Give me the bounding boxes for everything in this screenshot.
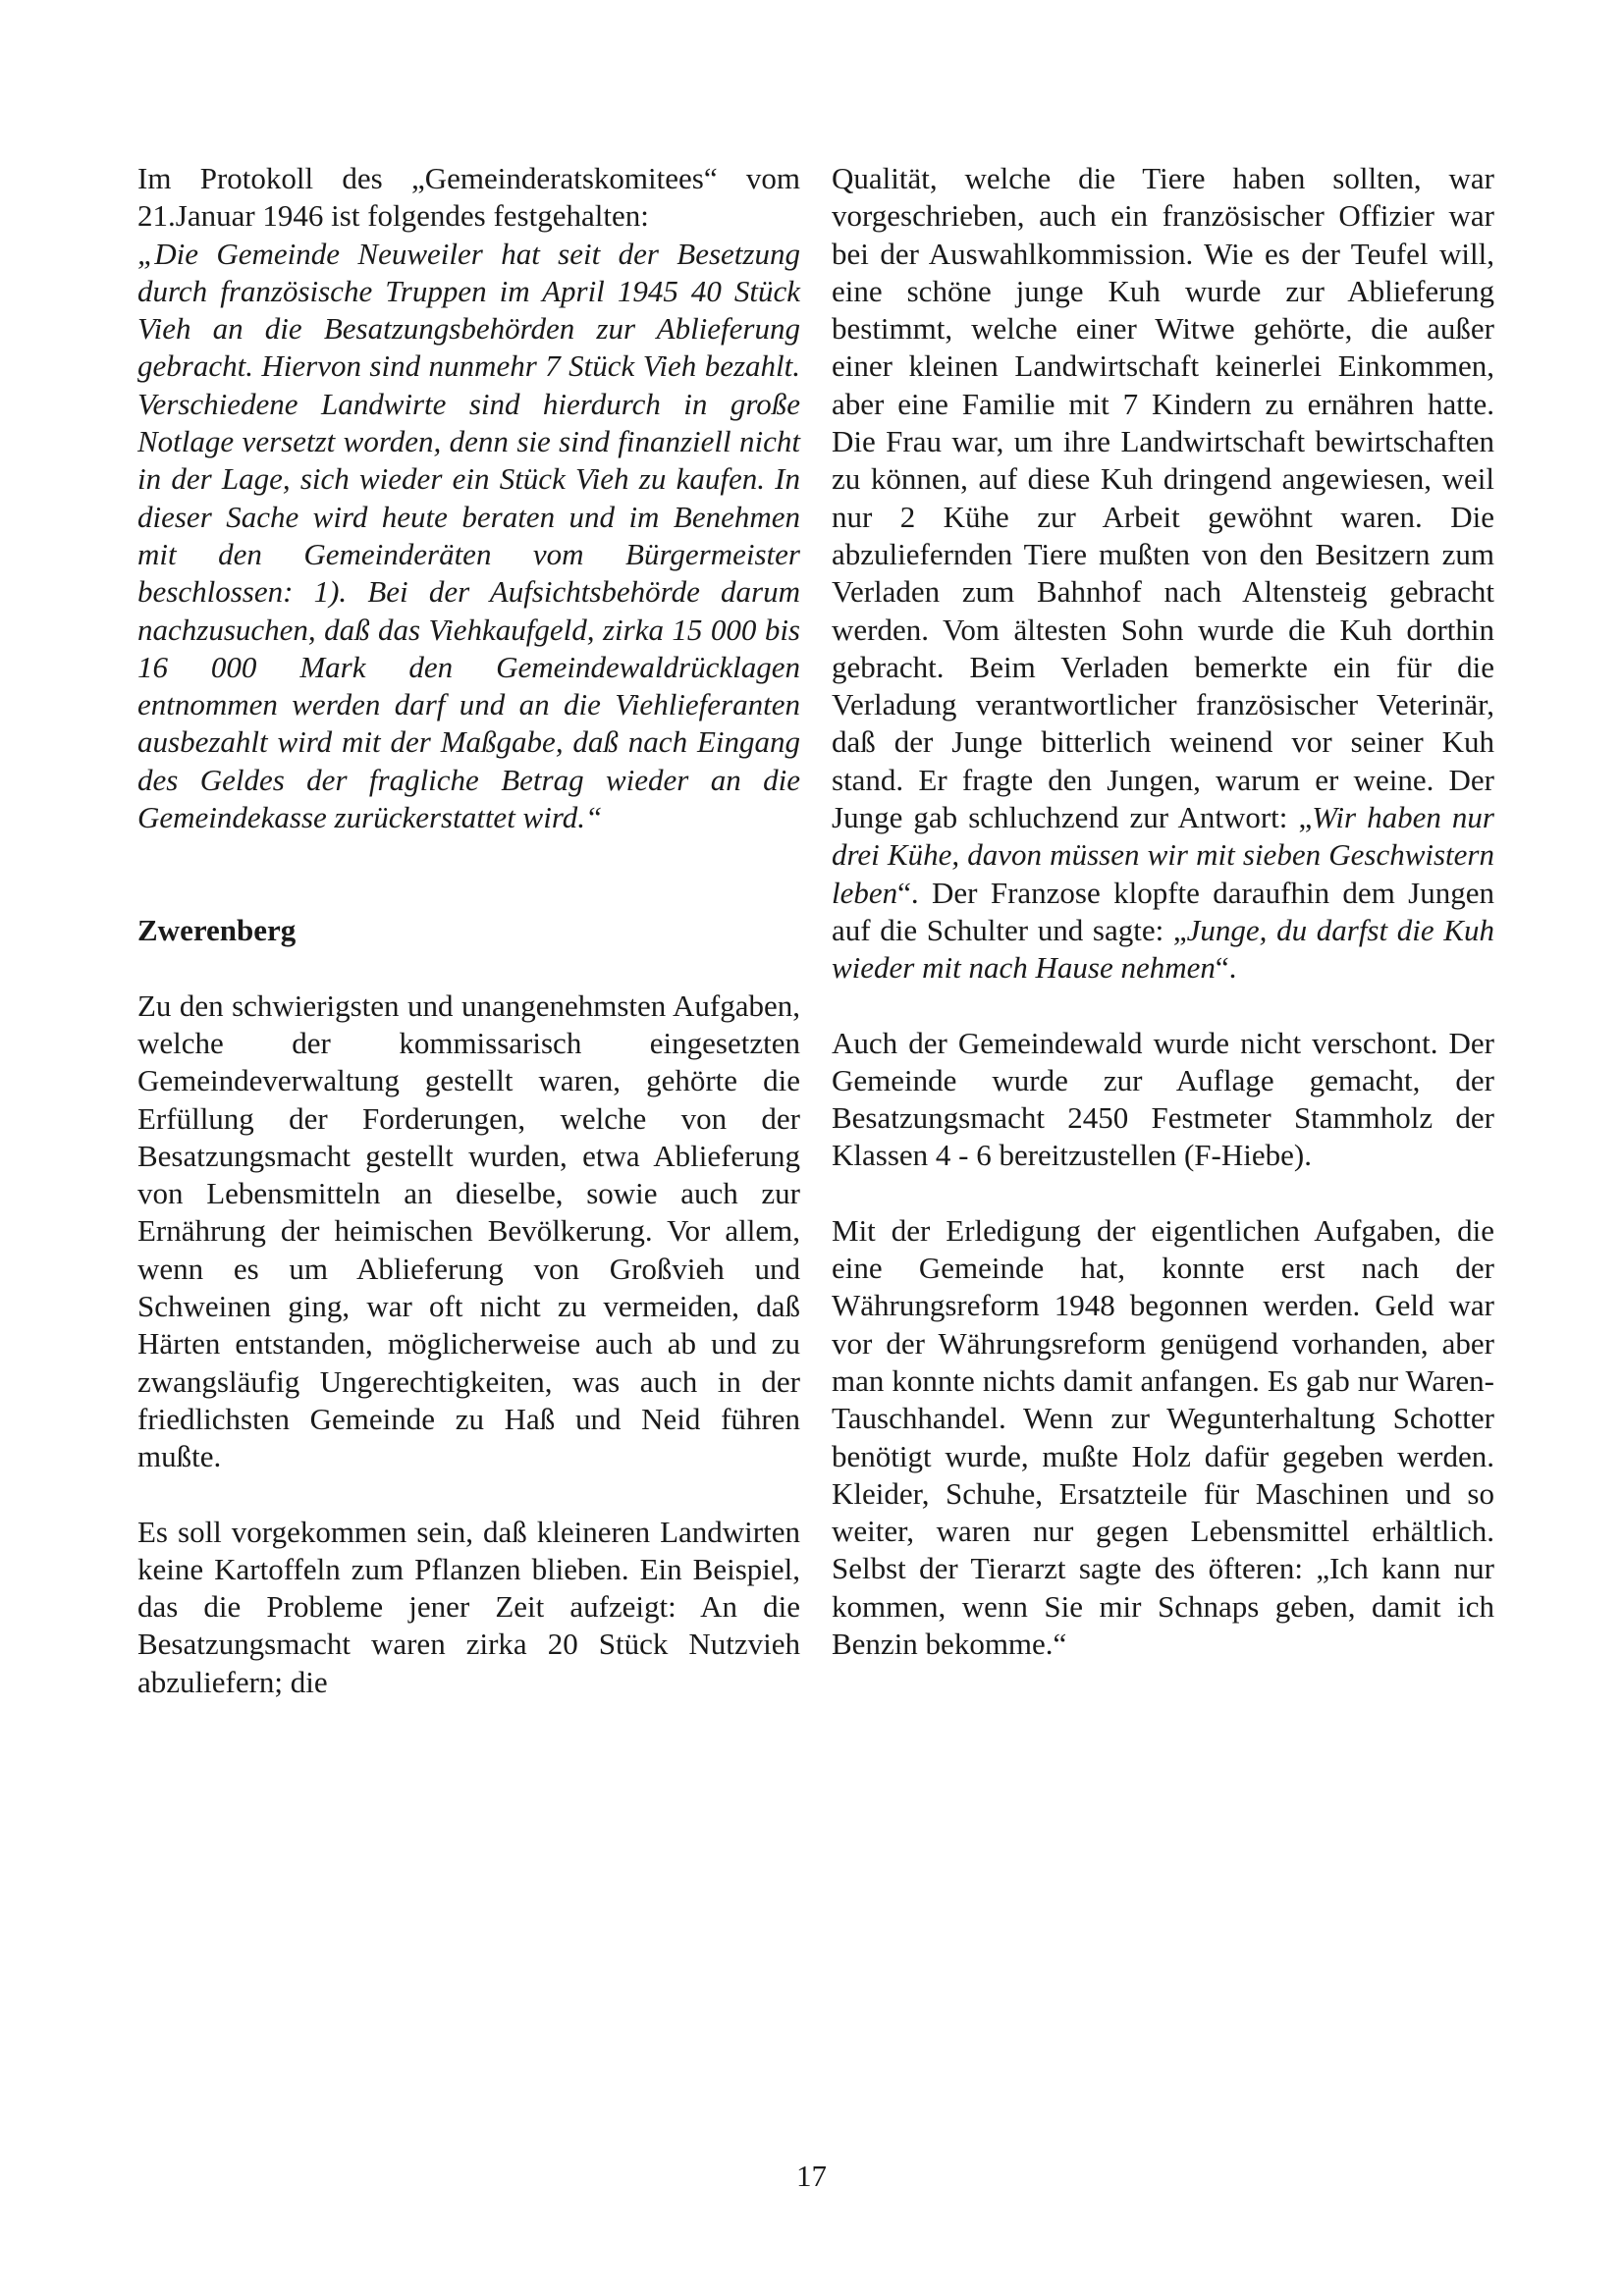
- body-paragraph-1: Zu den schwierigsten und unangenehmsten Aufgaben, welche der kommissarisch eingesetzten Gemeindeverwaltung gestellt waren, gehörte die Erfüllung der Forderungen, welche von der Besatzungsmacht gestellt wurden, etwa Ablieferung von Lebensmitteln an dieselbe, sowie auch zur Ernährung der heimischen Bevölkerung. Vor allem, wenn es um Ablieferung von Großvieh und Schweinen ging, war oft nicht zu vermeiden, daß Härten entstanden, möglicherweise auch ab und zu zwangsläufig Ungerechtigkeiten, was auch in der friedlichsten Gemeinde zu Haß und Neid führen mußte.: [137, 988, 800, 1474]
- protocol-quote: „Die Gemeinde Neuweiler hat seit der Besetzung durch französische Truppen im April 1945 40 Stück Vieh an die Besatzungsbehörden zur Ablieferung gebracht. Hiervon sind nunmehr 7 Stück Vieh bezahlt. Verschiedene Landwirte sind hierdurch in große Notlage versetzt worden, denn sie sind finanziell nicht in der Lage, sich wieder ein Stück Vieh zu kaufen. In dieser Sache wird heute beraten und im Benehmen mit den Gemeinderäten vom Bürgermeister beschlossen: 1). Bei der Aufsichtsbehörde darum nachzusuchen, daß das Viehkaufgeld, zirka 15 000 bis 16 000 Mark den Gemeindewaldrücklagen entnommen werden darf und an die Viehlieferanten ausbezahlt wird mit der Maßgabe, daß nach Eingang des Geldes der fragliche Betrag wieder an die Gemeindekasse zurückerstattet wird.“: [137, 236, 800, 835]
- boy-quote: Wir haben nur drei Kühe, davon müssen wir mit sieben Geschwistern leben: [832, 800, 1494, 910]
- section-heading: Zwerenberg: [137, 913, 297, 948]
- continued-paragraph-mid: “. Der Franzose klopfte daraufhin dem Jungen auf die Schulter und sagte: „: [832, 875, 1494, 947]
- right-column: [832, 160, 1494, 1700]
- page-number: 17: [796, 2159, 827, 2193]
- body-paragraph-2: Es soll vorgekommen sein, daß kleineren Landwirten keine Kartoffeln zum Pflanzen blieben. Ein Beispiel, das die Probleme jener Zeit aufzeigt: An die Besatzungsmacht waren zirka 20 Stück Nutzvieh abzuliefern; die: [137, 1514, 800, 1699]
- forest-paragraph: Auch der Gemeindewald wurde nicht verschont. Der Gemeinde wurde zur Auflage gemacht, der Besatzungsmacht 2450 Festmeter Stammholz der Klassen 4 - 6 bereitzustellen (F-Hiebe).: [832, 1025, 1494, 1173]
- intro-paragraph: Im Protokoll des „Gemeinderatskomitees“ vom 21.Januar 1946 ist folgendes festgehalten:: [137, 161, 800, 234]
- continued-paragraph: [832, 160, 1494, 988]
- officer-quote: Junge, du darfst die Kuh wieder mit nach Hause nehmen: [832, 912, 1494, 986]
- continued-paragraph-end: “.: [1215, 950, 1237, 986]
- left-column: [137, 160, 800, 1738]
- continued-paragraph-start: Qualität, welche die Tiere haben sollten, war vorgeschrieben, auch ein französischer Offizier war bei der Auswahlkommission. Wie es der Teufel will, eine schöne junge Kuh wurde zur Ablieferung bestimmt, welche einer Witwe gehörte, die außer einer kleinen Landwirtschaft keinerlei Einkommen, aber eine Familie mit 7 Kindern zu ernähren hatte. Die Frau war, um ihre Landwirtschaft bewirtschaften zu können, auf diese Kuh dringend angewiesen, weil nur 2 Kühe zur Arbeit gewöhnt waren. Die abzuliefernden Tiere mußten von den Besitzern zum Verladen zum Bahnhof nach Altensteig gebracht werden. Vom ältesten Sohn wurde die Kuh dorthin gebracht. Beim Verladen bemerkte ein für die Verladung verantwortlicher französischer Veterinär, daß der Junge bitterlich weinend vor seiner Kuh stand. Er fragte den Jungen, warum er weine. Der Junge gab schluchzend zur Antwort: „: [832, 161, 1494, 835]
- currency-reform-paragraph: Mit der Erledigung der eigentlichen Aufgaben, die eine Gemeinde hat, konnte erst nach der Währungsreform 1948 begonnen werden. Geld war vor der Währungsreform genügend vorhanden, aber man konnte nichts damit anfangen. Es gab nur Waren-Tauschhandel. Wenn zur Wegunterhaltung Schotter benötigt wurde, mußte Holz dafür gegeben werden. Kleider, Schuhe, Ersatzteile für Maschinen und so weiter, waren nur gegen Lebensmittel erhältlich. Selbst der Tierarzt sagte des öfteren: „Ich kann nur kommen, wenn Sie mir Schnaps geben, damit ich Benzin bekomme.“: [832, 1212, 1494, 1661]
